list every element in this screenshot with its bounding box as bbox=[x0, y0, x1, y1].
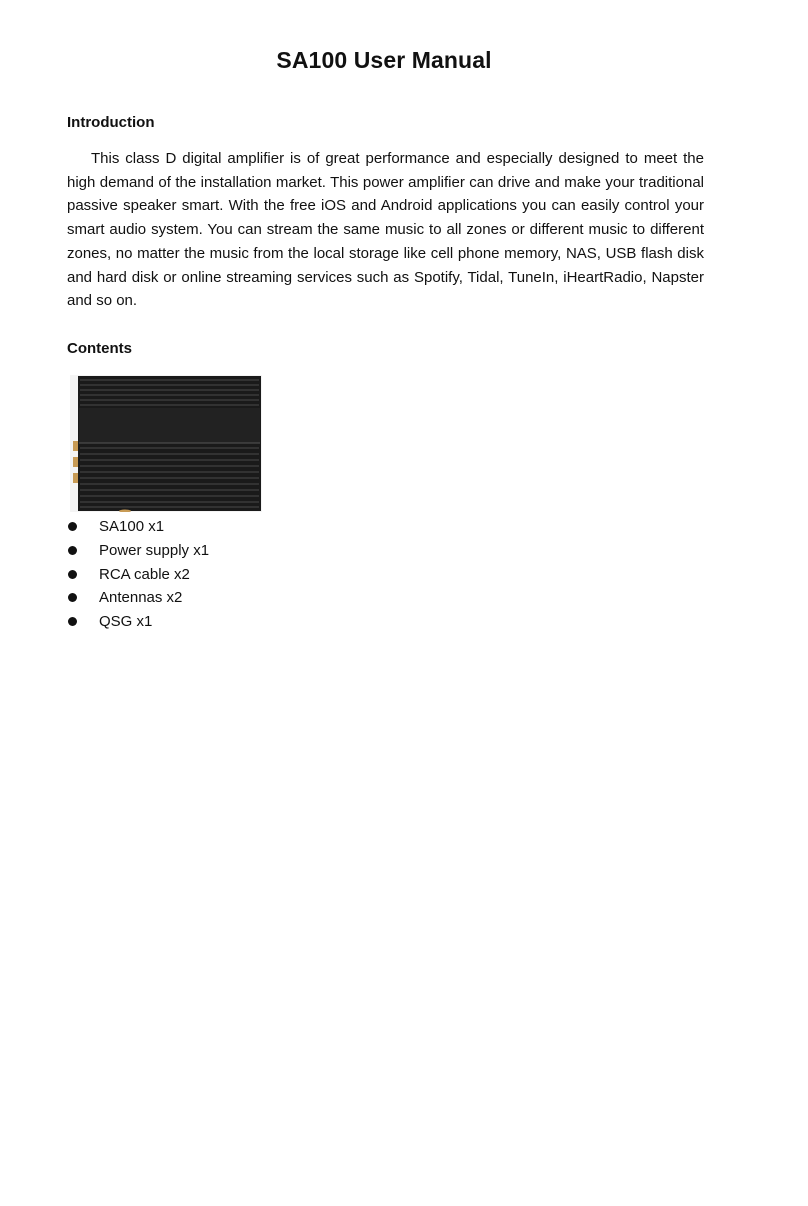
list-item bbox=[67, 515, 209, 539]
list-item-label: SA100 x1 bbox=[99, 518, 165, 535]
list-item bbox=[67, 563, 209, 587]
bullet-icon bbox=[68, 522, 77, 531]
list-item-label: RCA cable x2 bbox=[99, 565, 190, 583]
bullet-icon bbox=[68, 593, 77, 602]
amplifier-product-image bbox=[70, 375, 262, 512]
list-item-label: QSG x1 bbox=[99, 613, 153, 631]
introduction-heading: Introduction bbox=[67, 114, 155, 131]
list-item bbox=[67, 586, 209, 610]
list-item bbox=[67, 610, 209, 634]
bullet-icon bbox=[68, 570, 77, 579]
list-item bbox=[67, 539, 209, 563]
bullet-icon bbox=[68, 546, 77, 555]
bullet-icon bbox=[68, 617, 77, 626]
contents-heading: Contents bbox=[67, 340, 132, 357]
list-item-label: Antennas x2 bbox=[99, 589, 183, 607]
contents-list bbox=[67, 515, 209, 634]
list-item-label: Power supply x1 bbox=[99, 541, 210, 559]
introduction-paragraph: This class D digital amplifier is of great performance and especially designed to meet the high demand of the installation market. This power amplifier can drive and make your traditional passive speaker smart. With the free iOS and Android applications you can easily control your smart audio system. You can stream the same music to all zones or different music to different zones, no matter the music from the local storage like cell phone memory, NAS, USB flash disk and hard disk or online streaming services such as Spotify, Tidal, TuneIn, iHeartRadio, Napster and so on. bbox=[67, 150, 704, 310]
page-title: SA100 User Manual bbox=[276, 47, 492, 73]
